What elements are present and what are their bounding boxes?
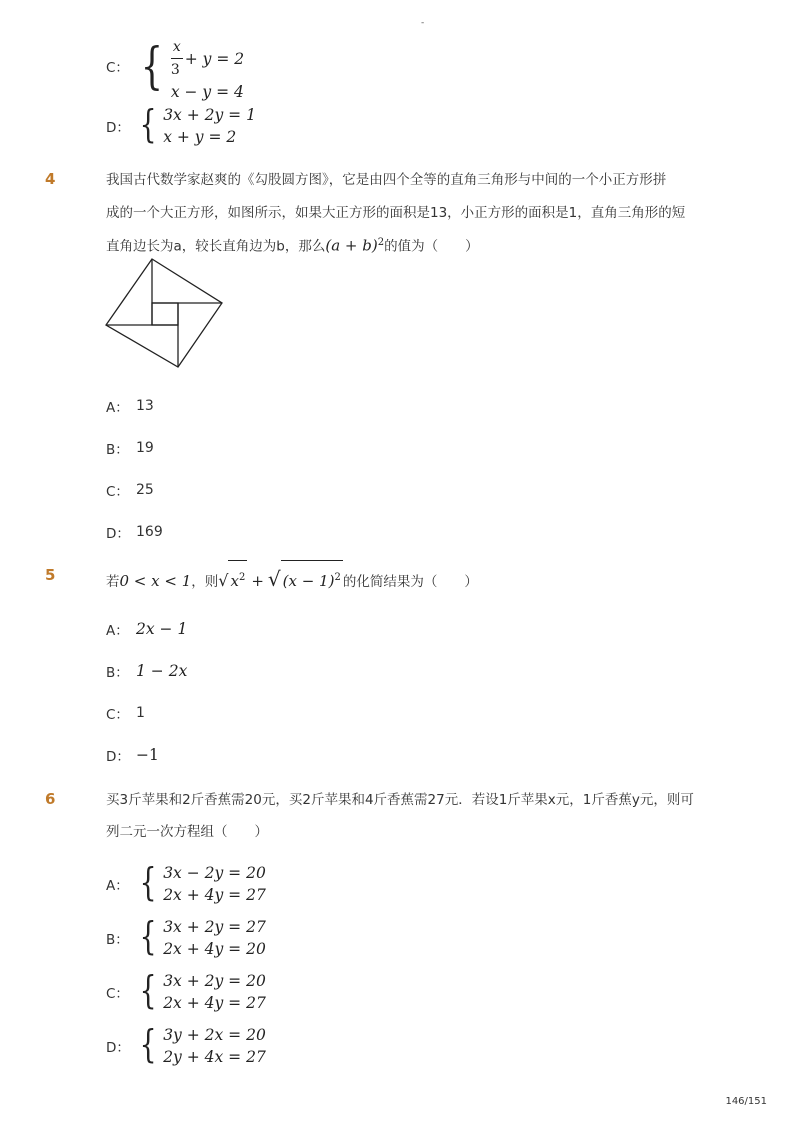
option-label: C： <box>106 986 129 1002</box>
equation-2: 2x + 4y = 27 <box>163 886 266 904</box>
question-text-line: 成的一个大正方形，如图所示，如果大正方形的面积是13，小正方形的面积是1，直角三角形的短 <box>106 205 686 221</box>
text-segment: 直角边长为a，较长直角边为b，那么 <box>106 238 326 255</box>
option-label: A： <box>106 878 129 894</box>
sqrt-term-1: $x^2$ <box>228 560 247 598</box>
option-label: C： <box>106 707 129 723</box>
option-label: D： <box>106 120 130 136</box>
option-value: 2x − 1 <box>136 620 188 638</box>
q4-option-d[interactable] <box>106 522 163 542</box>
q4-option-a[interactable] <box>106 396 154 416</box>
fraction-denominator: 3 <box>170 62 180 78</box>
question-text-line: 买3斤苹果和2斤香蕉需20元，买2斤苹果和4斤香蕉需27元．若设1斤苹果x元，1斤香蕉y元，则可 <box>106 792 694 808</box>
outer-square <box>106 259 222 367</box>
equation-2: x − y = 4 <box>170 83 244 101</box>
option-label: A： <box>106 400 129 416</box>
q6-option-d[interactable] <box>106 1024 266 1068</box>
option-value: 1 <box>136 705 145 721</box>
option-label: D： <box>106 526 130 542</box>
option-value: 13 <box>136 398 154 414</box>
text-segment: 若 <box>106 574 120 590</box>
equation-1-rest: + y = 2 <box>184 49 245 68</box>
inner-square <box>152 303 178 325</box>
equation-2: 2x + 4y = 20 <box>163 940 266 958</box>
equation-2: x + y = 2 <box>163 128 237 146</box>
equation-1: 3x + 2y = 27 <box>163 918 266 936</box>
option-value: 169 <box>136 524 163 540</box>
equation-2: 2y + 4x = 27 <box>163 1048 266 1066</box>
option-label: C： <box>106 484 129 500</box>
q4-option-c[interactable] <box>106 480 154 500</box>
option-label: D： <box>106 749 130 765</box>
option-label: D： <box>106 1040 130 1056</box>
q6-option-a[interactable] <box>106 862 266 906</box>
option-value: 25 <box>136 482 154 498</box>
text-segment: 的化简结果为（ ） <box>342 574 478 590</box>
sqrt-term-2: $(x - 1)^2$ <box>281 560 343 598</box>
equation-1: 3x + 2y = 20 <box>163 972 266 990</box>
q6-option-b[interactable] <box>106 916 266 960</box>
equation-1: 3x + 2y = 1 <box>163 106 256 124</box>
equation-system: { 3x + 2y = 1 x + y = 2 <box>139 102 256 146</box>
question-number: 6 <box>45 790 56 808</box>
page-number: 146/151 <box>725 1096 767 1107</box>
header-mark: - <box>421 18 425 28</box>
option-label: B： <box>106 665 129 681</box>
math-condition: 0 < x < 1 <box>119 572 192 590</box>
q5-option-c[interactable] <box>106 703 145 723</box>
text-segment: ，则 <box>191 574 219 590</box>
equation-1: 3x − 2y = 20 <box>163 864 266 882</box>
question-text-line: 若0 < x < 1，则√ $x^2$ + √ $(x - 1)^2$ 的化简结果为（ ） <box>106 560 478 599</box>
option-label: A： <box>106 623 129 639</box>
option-label: B： <box>106 932 129 948</box>
prev-option-c[interactable] <box>106 36 245 101</box>
equation-system: { 3y + 2x = 20 2y + 4x = 27 <box>139 1022 266 1066</box>
equation-system: { 3x + 2y = 20 2x + 4y = 27 <box>139 968 266 1012</box>
option-value: −1 <box>136 746 159 764</box>
question-text-line <box>106 233 479 257</box>
question-number: 5 <box>45 566 56 584</box>
q6-option-c[interactable] <box>106 970 266 1014</box>
question-text-line: 我国古代数学家赵爽的《勾股圆方图》，它是由四个全等的直角三角形与中间的一个小正方形拼 <box>106 172 667 188</box>
option-label: B： <box>106 442 129 458</box>
question-text-line: 列二元一次方程组（ ） <box>106 824 268 840</box>
plus-sign: + <box>251 572 264 590</box>
math-expression: (a + b) <box>325 236 378 255</box>
option-value: 1 − 2x <box>136 662 188 680</box>
equation-1: 3y + 2x = 20 <box>163 1026 266 1044</box>
q5-option-a[interactable] <box>106 619 187 639</box>
question-number: 4 <box>45 170 56 188</box>
q5-option-b[interactable] <box>106 661 187 681</box>
equation-system: { $\frac{x}{3}$ + y = 2 x − y = 4 <box>140 37 245 101</box>
equation-system: { 3x − 2y = 20 2x + 4y = 27 <box>139 860 266 904</box>
prev-option-d[interactable] <box>106 104 256 148</box>
zhao-shuang-diagram <box>104 257 226 369</box>
option-label: C： <box>106 60 129 76</box>
math-exponent: 2 <box>377 237 385 248</box>
equation-2: 2x + 4y = 27 <box>163 994 266 1012</box>
text-segment: 的值为（ ） <box>384 238 479 255</box>
q5-option-d[interactable] <box>106 745 159 765</box>
fraction-numerator: x <box>171 36 183 59</box>
q4-option-b[interactable] <box>106 438 154 458</box>
equation-system: { 3x + 2y = 27 2x + 4y = 20 <box>139 914 266 958</box>
option-value: 19 <box>136 440 154 456</box>
